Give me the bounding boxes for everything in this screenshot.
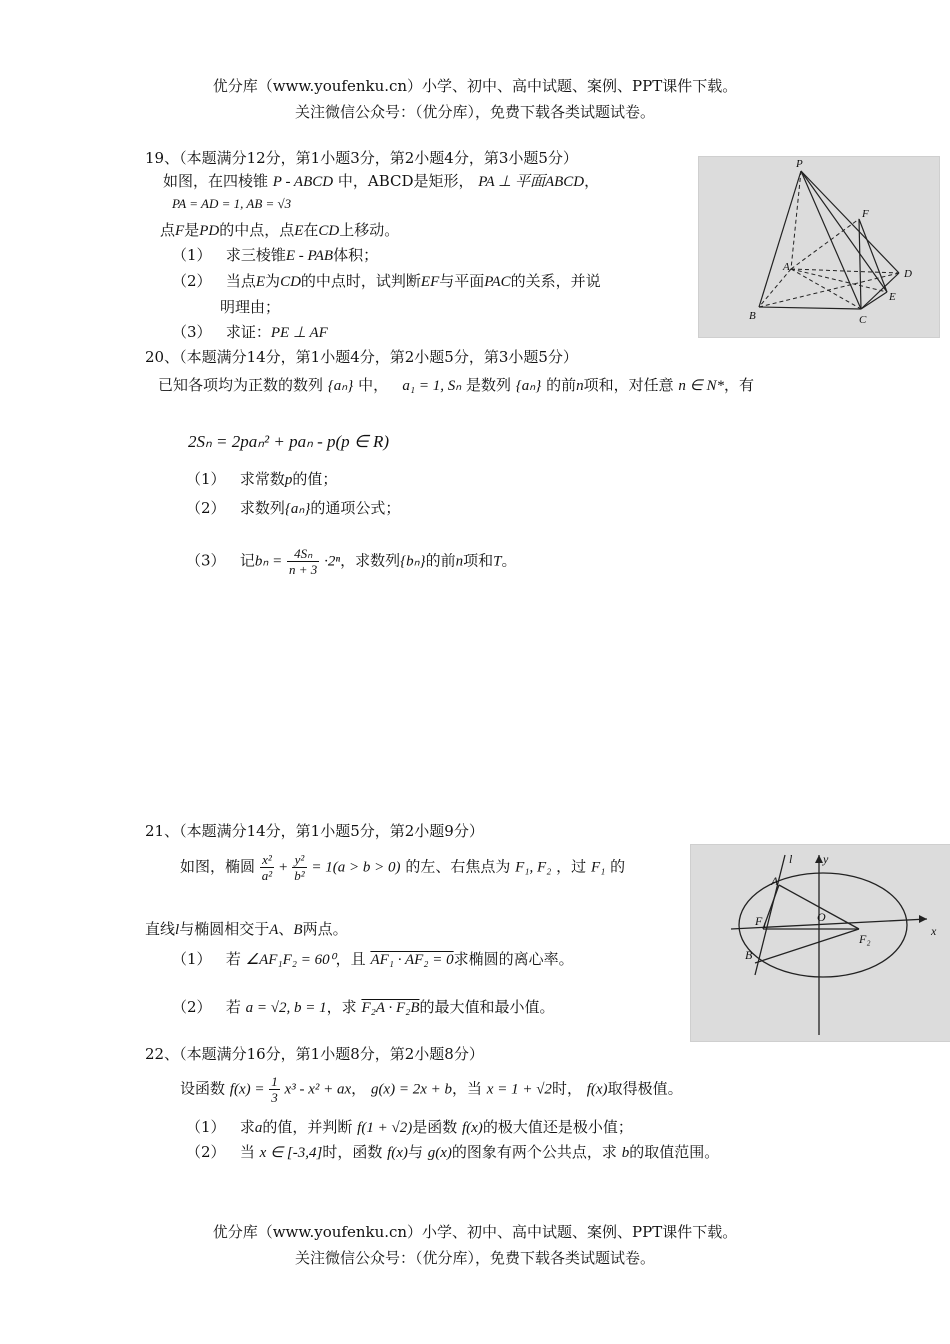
q21-title: 21、（本题满分14分，第1小题5分，第2小题9分）	[145, 822, 484, 840]
q21-ellipse-figure	[690, 844, 950, 1042]
q21-y-frac: $\frac{\text{y²}}{\text{b²}}$	[294, 852, 305, 883]
q19-part3: （3） 求证：PE ⊥ AF	[172, 323, 328, 341]
q20-part1: （1） 求常数p的值；	[186, 470, 338, 488]
label-F2: F₂	[859, 932, 871, 946]
label-D: D	[904, 268, 912, 280]
q19-pyramid-figure	[698, 156, 940, 338]
q19-part1: （1） 求三棱锥E - PAB体积；	[172, 246, 379, 264]
q20-part3: （3） 记bₙ = $\frac{\text{4Sₙ}}{n + 3}$ ·2ⁿ，求数列{bₙ}的前n项和T。	[186, 546, 517, 577]
q20-bn-fraction: $\frac{\text{4Sₙ}}{n + 3}$	[289, 546, 318, 577]
label-O: O	[817, 910, 826, 924]
label-y: y	[823, 852, 829, 866]
q20-intro: 已知各项均为正数的数列 {aₙ} 中， a₁ = 1, Sₙ 是数列 {aₙ} 的前n项和，对任意 n ∈ N*，有	[158, 376, 754, 394]
q22-one-third: $\frac{1}{3}$	[271, 1074, 278, 1105]
header-line-1: 优分库（www.youfenku.cn）小学、初中、高中试题、案例、PPT课件下载。	[212, 77, 738, 95]
q19-line3: 点F是PD的中点，点E在CD上移动。	[160, 221, 400, 239]
label-A: A	[771, 874, 779, 888]
label-F: F	[862, 208, 869, 220]
q20-title: 20、（本题满分14分，第1小题4分，第2小题5分，第3小题5分）	[145, 348, 578, 366]
q20-a1: a₁ = 1, Sₙ	[402, 378, 462, 394]
q19-title: 19、（本题满分12分，第1小题3分，第2小题4分，第3小题5分）	[145, 149, 578, 167]
pyramid-diagram	[699, 157, 939, 337]
q21-part1: （1） 若 ∠AF₁F₂ = 60⁰，且 AF₁ · AF₂ = 0求椭圆的离心率。	[172, 950, 574, 968]
q20-formula: 2Sₙ = 2paₙ² + paₙ - p(p ∈ R)	[188, 432, 390, 451]
header-line-2: 关注微信公众号：（优分库），免费下载各类试题试卷。	[294, 103, 655, 121]
q22-part2: （2） 当 x ∈ [-3,4]时，函数 f(x)与 g(x)的图象有两个公共点，求 b的取值范围。	[186, 1143, 720, 1161]
q19-part2: （2） 当点E为CD的中点时，试判断EF与平面PAC的关系，并说	[172, 272, 601, 290]
ellipse-diagram	[691, 845, 950, 1041]
footer-line-2: 关注微信公众号：（优分库），免费下载各类试题试卷。	[294, 1249, 655, 1267]
label-x: x	[931, 924, 937, 938]
q21-part2: （2） 若 a = √2, b = 1，求 F₂A · F₂B的最大值和最小值。	[172, 998, 555, 1016]
q22-part1: （1） 求a的值，并判断 f(1 + √2)是函数 f(x)的极大值还是极小值；	[186, 1118, 633, 1136]
q19-condition: PA = AD = 1, AB = √3	[172, 196, 292, 211]
q19-perp: PA ⊥ 平面ABCD	[478, 174, 585, 190]
footer-line-1: 优分库（www.youfenku.cn）小学、初中、高中试题、案例、PPT课件下载。	[212, 1223, 738, 1241]
label-P: P	[796, 158, 803, 170]
q19-pyramid: P - ABCD	[272, 174, 334, 190]
label-C: C	[859, 314, 867, 326]
label-A: A	[783, 261, 790, 273]
q20-part2: （2） 求数列{aₙ}的通项公式；	[186, 499, 401, 517]
q21-line2: 直线l与椭圆相交于A、B两点。	[145, 920, 348, 938]
q22-title: 22、（本题满分16分，第1小题8分，第2小题8分）	[145, 1045, 484, 1063]
q19-part2-cont: 明理由；	[220, 298, 281, 316]
label-B: B	[749, 310, 756, 322]
q19-intro: 如图，在四棱锥 P - ABCD 中，ABCD是矩形， PA ⊥ 平面ABCD，	[163, 172, 600, 190]
q22-intro: 设函数 f(x) = $\frac{1}{3}$ x³ - x² + ax， g(x) = 2x + b，当 x = 1 + √2时， f(x)取得极值。	[180, 1074, 683, 1105]
label-B: B	[745, 948, 753, 962]
q21-x-frac: $\frac{\text{x²}}{\text{a²}}$	[261, 852, 273, 883]
label-l: l	[789, 852, 793, 866]
label-E: E	[889, 291, 896, 303]
q21-intro: 如图，椭圆 $\frac{\text{x²}}{\text{a²}}$ + $\frac{\text{y²}}{\text{b²}}$ = 1(a > b > 0) 的左、右焦点为 F₁, F₂ ，过 F₁ 的	[180, 852, 626, 883]
q20-seq-an: {aₙ}	[327, 378, 354, 394]
label-F1: F₁	[755, 914, 767, 928]
